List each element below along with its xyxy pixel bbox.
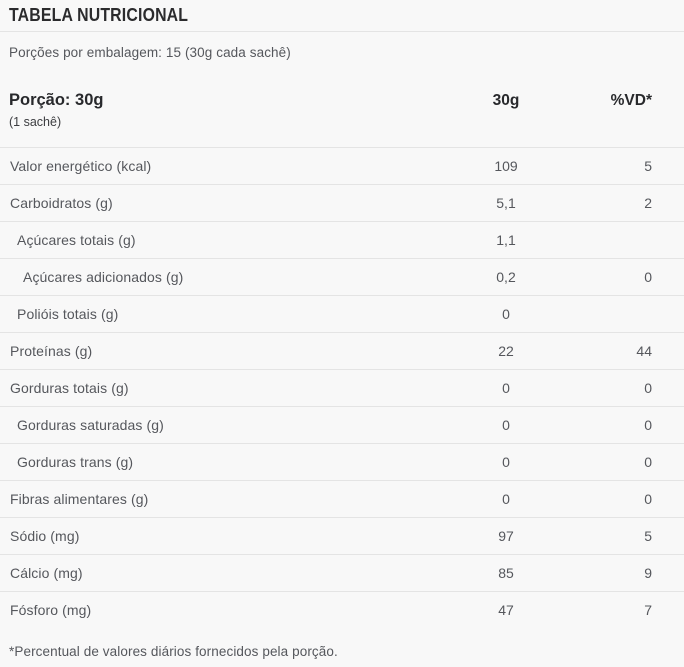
- table-row: [0, 221, 684, 258]
- row-label: Proteínas (g): [10, 343, 93, 359]
- footnote: *Percentual de valores diários fornecidos pela porção.: [9, 644, 338, 659]
- title-block: [0, 0, 684, 32]
- row-daily-value: 0: [644, 491, 652, 507]
- table-row: [0, 480, 684, 517]
- row-daily-value: 2: [644, 195, 652, 211]
- row-daily-value: 44: [636, 343, 652, 359]
- row-label: Fósforo (mg): [10, 602, 92, 618]
- portion-title: Porção: 30g: [9, 91, 104, 109]
- table-row: [0, 369, 684, 406]
- table-header: [0, 93, 684, 128]
- row-label: Gorduras saturadas (g): [17, 417, 164, 433]
- table-row: [0, 295, 684, 332]
- row-amount: 85: [498, 565, 514, 581]
- row-label: Açúcares totais (g): [17, 232, 136, 248]
- row-amount: 5,1: [496, 195, 516, 211]
- row-label: Gorduras trans (g): [17, 454, 134, 470]
- row-label: Açúcares adicionados (g): [23, 269, 184, 285]
- table-row: [0, 184, 684, 221]
- table-row: [0, 406, 684, 443]
- row-label: Cálcio (mg): [10, 565, 83, 581]
- servings-info: Porções por embalagem: 15 (30g cada sachê): [9, 45, 291, 60]
- page-title: TABELA NUTRICIONAL: [9, 5, 189, 25]
- row-label: Polióis totais (g): [17, 306, 119, 322]
- row-amount: 22: [498, 343, 514, 359]
- portion-subtitle: (1 sachê): [9, 115, 62, 129]
- table-row: [0, 147, 684, 184]
- row-label: Valor energético (kcal): [10, 158, 152, 174]
- row-label: Sódio (mg): [10, 528, 80, 544]
- table-row: [0, 517, 684, 554]
- table-row: [0, 443, 684, 480]
- row-daily-value: 0: [644, 269, 652, 285]
- portion-header: [0, 93, 420, 128]
- row-amount: 0: [502, 491, 510, 507]
- column-header-amount: 30g: [492, 92, 520, 109]
- nutrition-table-body: [0, 147, 684, 628]
- row-amount: 97: [498, 528, 514, 544]
- row-amount: 47: [498, 602, 514, 618]
- row-label: Fibras alimentares (g): [10, 491, 149, 507]
- row-daily-value: 5: [644, 158, 652, 174]
- row-daily-value: 5: [644, 528, 652, 544]
- row-daily-value: 0: [644, 454, 652, 470]
- row-amount: 0: [502, 306, 510, 322]
- column-header-daily-value: %VD*: [610, 92, 652, 109]
- table-row: [0, 332, 684, 369]
- row-label: Carboidratos (g): [10, 195, 113, 211]
- table-row: [0, 591, 684, 628]
- row-amount: 0: [502, 454, 510, 470]
- row-label: Gorduras totais (g): [10, 380, 129, 396]
- row-daily-value: 9: [644, 565, 652, 581]
- row-amount: 0: [502, 380, 510, 396]
- row-daily-value: 0: [644, 380, 652, 396]
- table-row: [0, 258, 684, 295]
- row-amount: 0: [502, 417, 510, 433]
- row-amount: 0,2: [496, 269, 516, 285]
- row-amount: 1,1: [496, 232, 516, 248]
- table-row: [0, 554, 684, 591]
- row-daily-value: 7: [644, 602, 652, 618]
- row-daily-value: 0: [644, 417, 652, 433]
- row-amount: 109: [494, 158, 518, 174]
